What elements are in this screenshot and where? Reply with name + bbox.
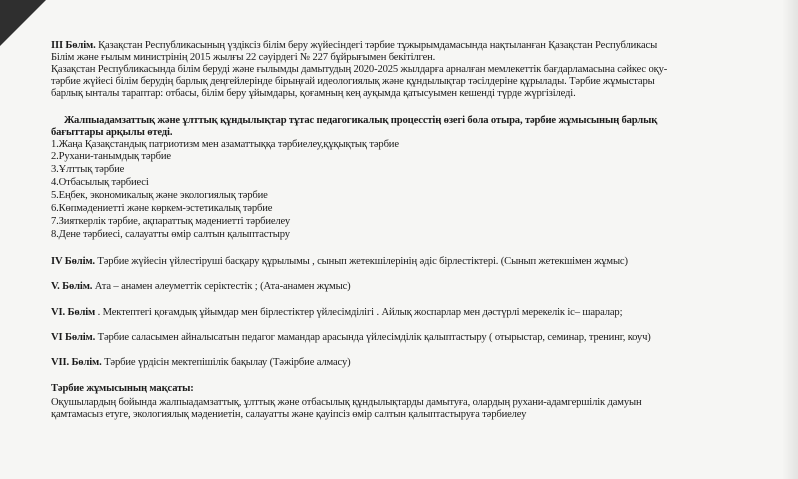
section-5-label: V. Бөлім. <box>51 281 93 292</box>
direction-item: 5.Еңбек, экономикалық және экологиялық тәрбие <box>51 190 268 201</box>
direction-item: 2.Рухани-танымдық тәрбие <box>51 151 171 162</box>
direction-item: 8.Дене тәрбиесі, салауатты өмір салтын қалыптастыру <box>51 229 290 240</box>
section-6: VI. Бөлім . Мектептегі қоғамдық ұйымдар мен бірлестіктер үйлесімділігі . Айлық жоспарлар мен дәстүрлі мерекелік іс– шаралар; <box>51 307 623 318</box>
section-6-label: VI. Бөлім <box>51 307 96 318</box>
directions-heading-line-1: Жалпыадамзаттық және ұлттық құндылықтар тұтас педагогикалық процесстің өзегі бола отыра, тәрбие жұмысының барлық <box>64 115 658 126</box>
goal-line-1: Оқушылардың бойында жалпыадамзаттық, ұлттық және отбасылық құндылықтарды дамытуға, олардың рухани-адамгершілік дамуын <box>51 397 642 408</box>
section-3-line-5: барлық ынталы тараптар: отбасы, білім беру ұйымдары, қоғамның кең ауқымда қатысуымен кешенді түрде жүргізіледі. <box>51 88 576 99</box>
section-6b: VI Бөлім. Тәрбие саласымен айналысатын педагог мамандар арасында үйлесімділік қалыптастыру ( отырыстар, семинар, тренинг, коуч) <box>51 332 651 343</box>
section-4: IV Бөлім. Тәрбие жүйесін үйлестіруші басқару құрылымы , сынып жетекшілерінің әдіс бірлестіктері. (Сынып жетекшімен жұмыс) <box>51 256 628 267</box>
direction-item: 6.Көпмәдениетті және көркем-эстетикалық тәрбие <box>51 203 273 214</box>
directions-heading-line-2: бағыттары арқылы өтеді. <box>51 127 173 138</box>
direction-item: 3.Ұлттық тәрбие <box>51 164 125 175</box>
direction-item: 4.Отбасылық тәрбиесі <box>51 177 149 188</box>
section-7-label: VII. Бөлім. <box>51 357 102 368</box>
goal-line-2: қамтамасыз етуге, экологиялық мәдениетін, салауатты және қауіпсіз өмір салтын қалыптастыруға тәрбиелеу <box>51 409 527 420</box>
section-6b-label: VI Бөлім. <box>51 332 96 343</box>
section-3-line-1: III Бөлім. Қазақстан Республикасының үздіксіз білім беру жүйесіндегі тәрбие тұжырымдамасында нақтыланған Қазақстан Республикасы <box>51 40 658 51</box>
goal-heading: Тәрбие жұмысының мақсаты: <box>51 383 194 394</box>
section-5: V. Бөлім. Ата – анамен әлеуметтік серіктестік ; (Ата-анамен жұмыс) <box>51 281 351 292</box>
direction-item: 7.Зияткерлік тәрбие, ақпараттық мәдениетті тәрбиелеу <box>51 216 290 227</box>
direction-item: 1.Жаңа Қазақстандық патриотизм мен азаматтыққа тәрбиелеу,құқықтық тәрбие <box>51 139 399 150</box>
scan-edge-shadow <box>782 0 798 479</box>
section-3-line-3: Қазақстан Республикасында білім беруді және ғылымды дамытудың 2020-2025 жылдарға арналған мемлекеттік бағдарламасына сәйкес оқу- <box>51 64 668 75</box>
section-4-label: IV Бөлім. <box>51 256 95 267</box>
section-3-line-2: Білім және ғылым министрінің 2015 жылғы 22 сәуірдегі № 227 бұйрығымен бекітілген. <box>51 52 436 63</box>
section-3-label: III Бөлім. <box>51 40 96 51</box>
section-7: VII. Бөлім. Тәрбие үрдісін мектепішілік бақылау (Тәжірбие алмасу) <box>51 357 351 368</box>
section-3-line-4: тәрбие жүйесі білім берудің барлық деңгейлерінде бірыңғай идеологиялық және құндылықтар тәсілдеріне құрылады. Тәрбие жұмыстары <box>51 76 655 87</box>
